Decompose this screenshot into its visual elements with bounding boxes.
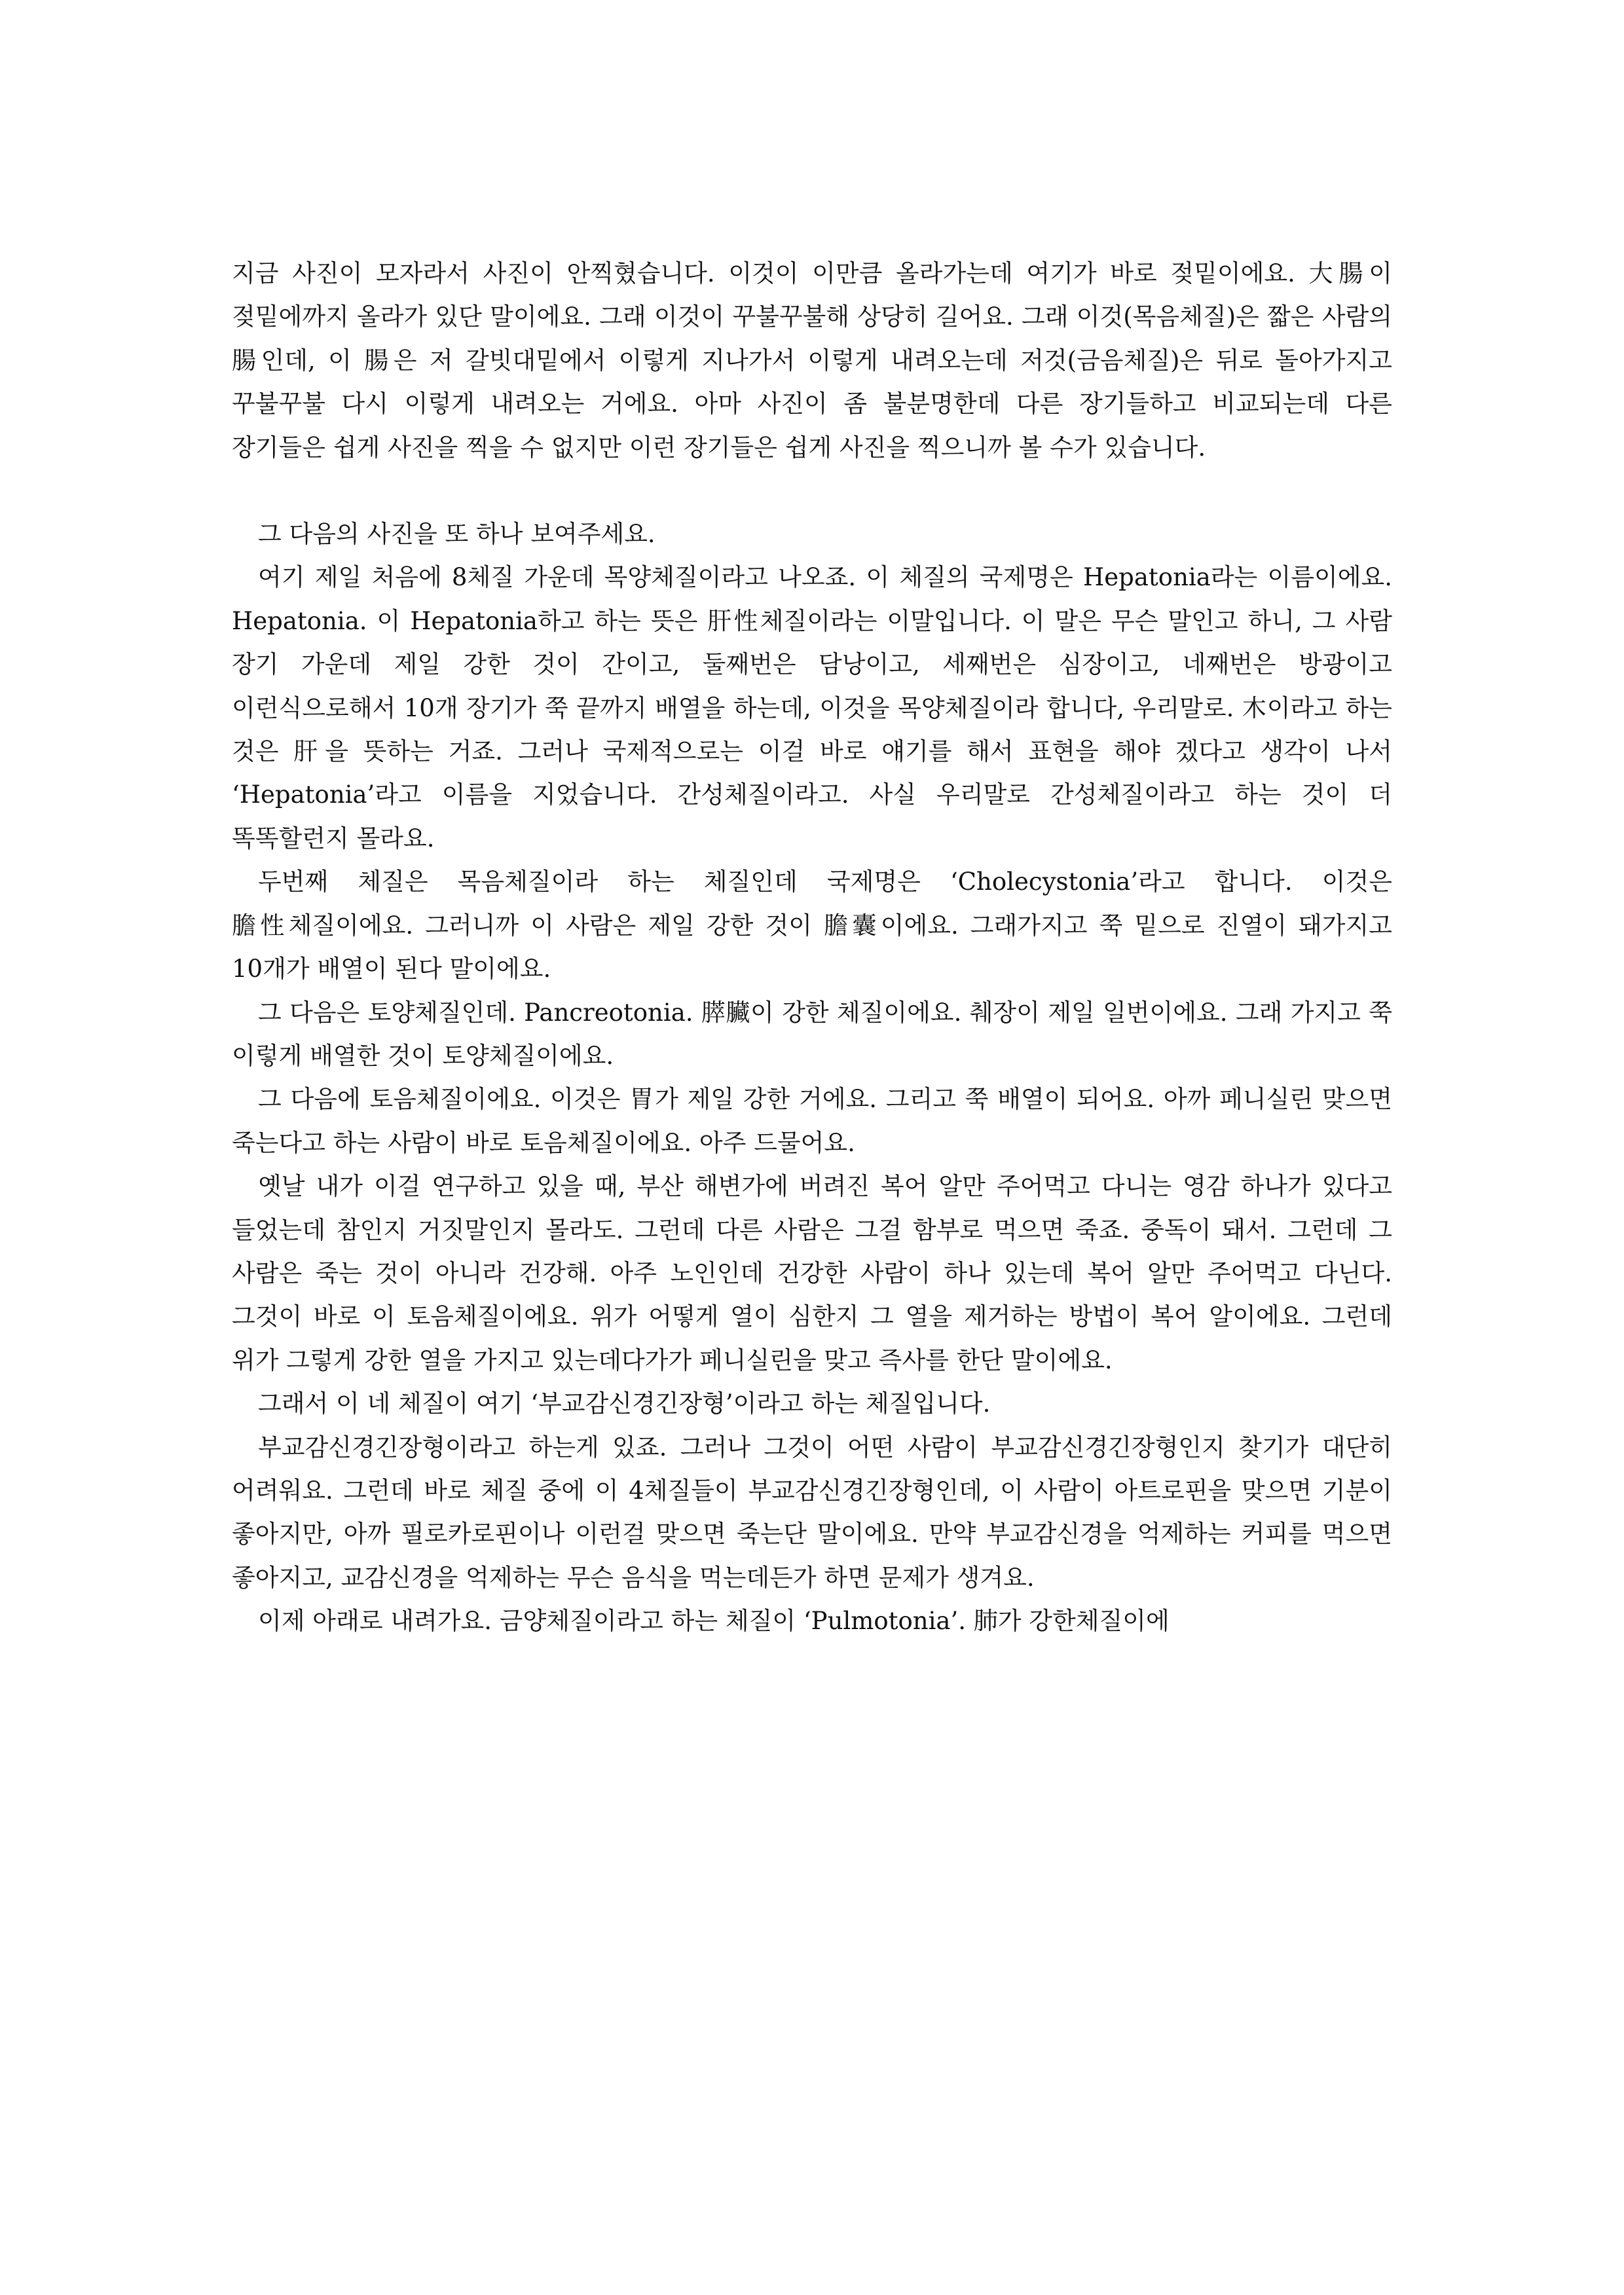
paragraph-pulmotonia: 이제 아래로 내려가요. 금양체질이라고 하는 체질이 ‘Pulmotonia’. 肺가 강한체질이에 bbox=[258, 1607, 1170, 1636]
paragraph-cholecystonia: 두번째 체질은 목음체질이라 하는 체질인데 국제명은 ‘Cholecystonia’라고 합니다. 이것은 膽性체질이에요. 그러니까 이 사람은 제일 강한 것이 膽囊이에요. 그래가지고 쭉 밑으로 진열이 돼가지고 10개가 배열이 된다 말이에요. bbox=[232, 868, 1392, 983]
paragraph-hepatonia: 여기 제일 처음에 8체질 가운데 목양체질이라고 나오죠. 이 체질의 국제명은 Hepatonia라는 이름이에요. Hepatonia. 이 Hepatonia하고 하는 뜻은 肝性체질이라는 이말입니다. 이 말은 무슨 말인고 하니, 그 사람 장기 가운데 제일 강한 것이 간이고, 둘째번은 담낭이고, 세째번은 심장이고, 네째번은 방광이고 이런식으로해서 10개 장기가 쭉 끝까지 배열을 하는데, 이것을 목양체질이라 합니다, 우리말로. 木이라고 하는 것은 肝을 뜻하는 거죠. 그러나 국제적으로는 이걸 바로 얘기를 해서 표현을 해야 겠다고 생각이 나서 ‘Hepatonia’라고 이름을 지었습니다. 간성체질이라고. 사실 우리말로 간성체질이라고 하는 것이 더 똑똑할런지 몰라요. bbox=[232, 563, 1392, 853]
paragraph-pufferfish-anecdote: 옛날 내가 이걸 연구하고 있을 때, 부산 해변가에 버려진 복어 알만 주어먹고 다니는 영감 하나가 있다고 들었는데 참인지 거짓말인지 몰라도. 그런데 다른 사람은 그걸 함부로 먹으면 죽죠. 중독이 돼서. 그런데 그 사람은 죽는 것이 아니라 건강해. 아주 노인인데 건강한 사람이 하나 있는데 복어 알만 주어먹고 다닌다. 그것이 바로 이 토음체질이에요. 위가 어떻게 열이 심한지 그 열을 제거하는 방법이 복어 알이에요. 그런데 위가 그렇게 강한 열을 가지고 있는데다가가 페니실린을 맞고 즉사를 한단 말이에요. bbox=[232, 1172, 1392, 1374]
paragraph-pancreotonia: 그 다음은 토양체질인데. Pancreotonia. 膵臟이 강한 체질이에요. 췌장이 제일 일번이에요. 그래 가지고 쭉 이렇게 배열한 것이 토양체질이에요. bbox=[232, 998, 1392, 1070]
paragraph-parasympathetic-type: 그래서 이 네 체질이 여기 ‘부교감신경긴장형’이라고 하는 체질입니다. bbox=[258, 1389, 991, 1418]
paragraph-large-intestine-photo: 지금 사진이 모자라서 사진이 안찍혔습니다. 이것이 이만큼 올라가는데 여기가 바로 젖밑이에요. 大腸이 젖밑에까지 올라가 있단 말이에요. 그래 이것이 꾸불꾸불해 상당히 길어요. 그래 이것(목음체질)은 짧은 사람의 腸인데, 이 腸은 저 갈빗대밑에서 이렇게 지나가서 이렇게 내려오는데 저것(금음체질)은 뒤로 돌아가지고 꾸불꾸불 다시 이렇게 내려오는 거에요. 아마 사진이 좀 불분명한데 다른 장기들하고 비교되는데 다른 장기들은 쉽게 사진을 찍을 수 없지만 이런 장기들은 쉽게 사진을 찍으니까 볼 수가 있습니다. bbox=[232, 259, 1392, 462]
paragraph-toeum: 그 다음에 토음체질이에요. 이것은 胃가 제일 강한 거에요. 그리고 쭉 배열이 되어요. 아까 페니실린 맞으면 죽는다고 하는 사람이 바로 토음체질이에요. 아주 드물어요. bbox=[232, 1085, 1392, 1157]
paragraph-next-photo: 그 다음의 사진을 또 하나 보여주세요. bbox=[258, 520, 655, 549]
document-page bbox=[232, 252, 1392, 1643]
paragraph-parasympathetic-explanation: 부교감신경긴장형이라고 하는게 있죠. 그러나 그것이 어떤 사람이 부교감신경긴장형인지 찾기가 대단히 어려워요. 그런데 바로 체질 중에 이 4체질들이 부교감신경긴장형인데, 이 사람이 아트로핀을 맞으면 기분이 좋아지만, 아까 필로카로핀이나 이런걸 맞으면 죽는단 말이에요. 만약 부교감신경을 억제하는 커피를 먹으면 좋아지고, 교감신경을 억제하는 무슨 음식을 먹는데든가 하면 문제가 생겨요. bbox=[232, 1433, 1392, 1592]
